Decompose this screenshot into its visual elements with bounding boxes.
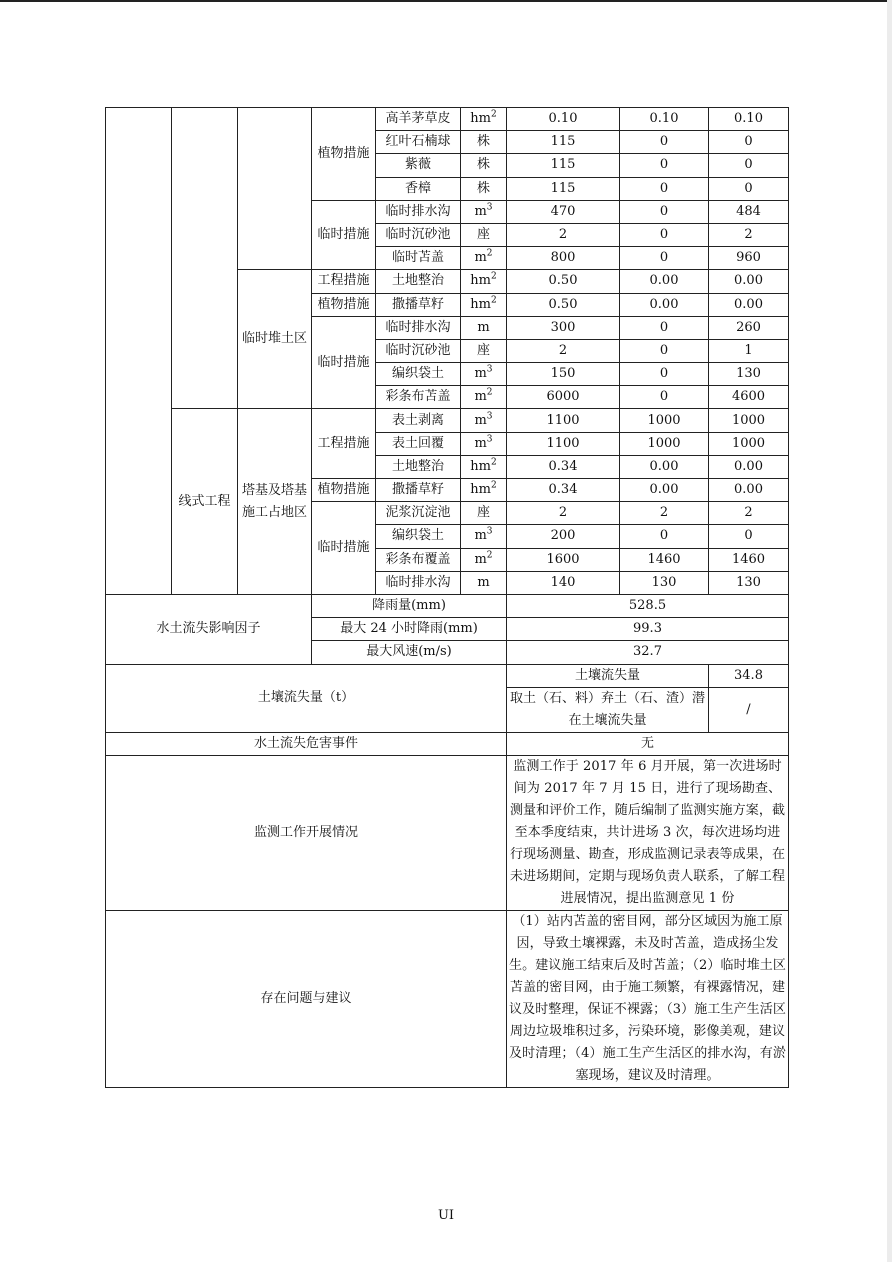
completed-cell: 0 (620, 131, 709, 154)
unit-cell: m (461, 316, 507, 339)
measure-type-cell: 植物措施 (312, 108, 376, 201)
unit-cell: 座 (461, 502, 507, 525)
item-cell: 表土剥离 (376, 409, 461, 432)
issues-row (106, 910, 789, 1087)
cumulative-cell: 0.10 (709, 108, 789, 131)
soil-loss-label: 土壤流失量（t） (106, 664, 507, 732)
cumulative-cell: 484 (709, 200, 789, 223)
item-cell: 临时排水沟 (376, 200, 461, 223)
cumulative-cell: 960 (709, 247, 789, 270)
wind-label: 最大风速(m/s) (312, 641, 507, 664)
item-cell: 紫薇 (376, 154, 461, 177)
item-cell: 编织袋土 (376, 363, 461, 386)
category-cell (106, 108, 172, 595)
cumulative-cell: 0.00 (709, 455, 789, 478)
unit-cell: 株 (461, 154, 507, 177)
completed-cell: 0 (620, 339, 709, 362)
measure-type-cell: 植物措施 (312, 479, 376, 502)
cumulative-cell: 1000 (709, 409, 789, 432)
hazard-value: 无 (507, 732, 789, 755)
top-rule (0, 0, 892, 2)
design-cell: 300 (507, 316, 620, 339)
design-cell: 0.10 (507, 108, 620, 131)
measure-type-cell: 临时措施 (312, 502, 376, 595)
unit-cell: 株 (461, 131, 507, 154)
monitoring-label: 监测工作开展情况 (106, 755, 507, 910)
potential-loss-label: 取土（石、料）弃土（石、渣）潜在土壤流失量 (507, 687, 709, 732)
max24-label: 最大 24 小时降雨(mm) (312, 618, 507, 641)
monitoring-table (105, 107, 789, 1088)
cumulative-cell: 2 (709, 502, 789, 525)
cumulative-cell: 4600 (709, 386, 789, 409)
completed-cell: 1000 (620, 432, 709, 455)
unit-cell: $m^3$ (461, 409, 507, 432)
cumulative-cell: 260 (709, 316, 789, 339)
monitoring-text: 监测工作于 2017 年 6 月开展，第一次进场时间为 2017 年 7 月 15 日，进行了现场勘查、测量和评价工作，随后编制了监测实施方案，截至本季度结束，共计进场 3 次，每次进场均进行现场测量、勘查，形成监测记录表等成果，在未进场期间，定期与现场负责人联系，了解工程进展情况，提出监测意见 1 份 (507, 755, 789, 910)
completed-cell: 1000 (620, 409, 709, 432)
max24-value: 99.3 (507, 618, 789, 641)
unit-cell: 座 (461, 223, 507, 246)
design-cell: 2 (507, 502, 620, 525)
design-cell: 2 (507, 223, 620, 246)
completed-cell: 0 (620, 247, 709, 270)
completed-cell: 0 (620, 223, 709, 246)
cumulative-cell: 0.00 (709, 293, 789, 316)
completed-cell: 0 (620, 154, 709, 177)
item-cell: 临时沉砂池 (376, 339, 461, 362)
hazard-label: 水土流失危害事件 (106, 732, 507, 755)
wind-value: 32.7 (507, 641, 789, 664)
cumulative-cell: 0 (709, 154, 789, 177)
unit-cell: $m^2$ (461, 548, 507, 571)
design-cell: 140 (507, 571, 620, 594)
unit-cell: $m^3$ (461, 525, 507, 548)
measure-type-cell: 临时措施 (312, 316, 376, 409)
item-cell: 临时排水沟 (376, 316, 461, 339)
design-cell: 0.50 (507, 293, 620, 316)
item-cell: 临时沉砂池 (376, 223, 461, 246)
unit-cell: 座 (461, 339, 507, 362)
zone-cell: 临时堆土区 (238, 270, 312, 409)
unit-cell: 株 (461, 177, 507, 200)
table-row (106, 108, 789, 131)
cumulative-cell: 2 (709, 223, 789, 246)
factor-row (106, 594, 789, 617)
design-cell: 6000 (507, 386, 620, 409)
design-cell: 1600 (507, 548, 620, 571)
item-cell: 土地整治 (376, 270, 461, 293)
project-cell: 线式工程 (172, 409, 238, 595)
completed-cell: 0 (620, 316, 709, 339)
item-cell: 临时排水沟 (376, 571, 461, 594)
unit-cell: m (461, 571, 507, 594)
cumulative-cell: 1000 (709, 432, 789, 455)
design-cell: 115 (507, 177, 620, 200)
measure-type-cell: 临时措施 (312, 200, 376, 270)
page-edge-shade (887, 0, 892, 1262)
measure-type-cell: 工程措施 (312, 270, 376, 293)
cumulative-cell: 0.00 (709, 479, 789, 502)
unit-cell: $m^2$ (461, 247, 507, 270)
table-row (106, 409, 789, 432)
completed-cell: 130 (620, 571, 709, 594)
completed-cell: 0.00 (620, 455, 709, 478)
unit-cell: $m^3$ (461, 432, 507, 455)
measure-type-cell: 工程措施 (312, 409, 376, 479)
cumulative-cell: 0 (709, 525, 789, 548)
design-cell: 0.34 (507, 479, 620, 502)
item-cell: 撒播草籽 (376, 293, 461, 316)
soil-loss-amount-value: 34.8 (709, 664, 789, 687)
unit-cell: $m^2$ (461, 386, 507, 409)
design-cell: 0.34 (507, 455, 620, 478)
design-cell: 1100 (507, 409, 620, 432)
cumulative-cell: 1460 (709, 548, 789, 571)
completed-cell: 0 (620, 177, 709, 200)
item-cell: 高羊茅草皮 (376, 108, 461, 131)
factors-label: 水土流失影响因子 (106, 594, 312, 664)
completed-cell: 0.10 (620, 108, 709, 131)
unit-cell: $hm^2$ (461, 455, 507, 478)
unit-cell: $m^3$ (461, 200, 507, 223)
cumulative-cell: 0.00 (709, 270, 789, 293)
item-cell: 编织袋土 (376, 525, 461, 548)
zone-cell: 塔基及塔基施工占地区 (238, 409, 312, 595)
unit-cell: $hm^2$ (461, 479, 507, 502)
hazard-row (106, 732, 789, 755)
completed-cell: 0.00 (620, 293, 709, 316)
completed-cell: 0.00 (620, 270, 709, 293)
design-cell: 470 (507, 200, 620, 223)
item-cell: 泥浆沉淀池 (376, 502, 461, 525)
item-cell: 土地整治 (376, 455, 461, 478)
cumulative-cell: 130 (709, 571, 789, 594)
design-cell: 115 (507, 154, 620, 177)
page-number: UI (437, 1208, 455, 1223)
completed-cell: 0 (620, 525, 709, 548)
completed-cell: 0 (620, 200, 709, 223)
soil-loss-amount-label: 土壤流失量 (507, 664, 709, 687)
item-cell: 临时苫盖 (376, 247, 461, 270)
measure-type-cell: 植物措施 (312, 293, 376, 316)
design-cell: 1100 (507, 432, 620, 455)
item-cell: 红叶石楠球 (376, 131, 461, 154)
completed-cell: 0 (620, 363, 709, 386)
rainfall-value: 528.5 (507, 594, 789, 617)
cumulative-cell: 1 (709, 339, 789, 362)
cumulative-cell: 130 (709, 363, 789, 386)
unit-cell: $hm^2$ (461, 293, 507, 316)
project-cell-continued (172, 108, 238, 409)
item-cell: 撒播草籽 (376, 479, 461, 502)
design-cell: 800 (507, 247, 620, 270)
item-cell: 表土回覆 (376, 432, 461, 455)
design-cell: 150 (507, 363, 620, 386)
unit-cell: $m^3$ (461, 363, 507, 386)
completed-cell: 0.00 (620, 479, 709, 502)
completed-cell: 0 (620, 386, 709, 409)
design-cell: 2 (507, 339, 620, 362)
item-cell: 彩条布苫盖 (376, 386, 461, 409)
item-cell: 彩条布覆盖 (376, 548, 461, 571)
unit-cell: $hm^2$ (461, 108, 507, 131)
unit-cell: $hm^2$ (461, 270, 507, 293)
design-cell: 115 (507, 131, 620, 154)
item-cell: 香樟 (376, 177, 461, 200)
rainfall-label: 降雨量(mm) (312, 594, 507, 617)
monitoring-row (106, 755, 789, 910)
issues-text: （1）站内苫盖的密目网，部分区域因为施工原因，导致土壤裸露，未及时苫盖，造成扬尘发生。建议施工结束后及时苫盖；（2）临时堆土区苫盖的密目网，由于施工频繁，有裸露情况，建议及时整理，保证不裸露；（3）施工生产生活区周边垃圾堆积过多，污染环境，影像美观，建议及时清理；（4）施工生产生活区的排水沟，有淤塞现场，建议及时清理。 (507, 910, 789, 1087)
design-cell: 0.50 (507, 270, 620, 293)
cumulative-cell: 0 (709, 131, 789, 154)
zone-cell-continued (238, 108, 312, 270)
completed-cell: 1460 (620, 548, 709, 571)
soil-loss-row (106, 664, 789, 687)
issues-label: 存在问题与建议 (106, 910, 507, 1087)
design-cell: 200 (507, 525, 620, 548)
potential-loss-value: / (709, 687, 789, 732)
completed-cell: 2 (620, 502, 709, 525)
cumulative-cell: 0 (709, 177, 789, 200)
